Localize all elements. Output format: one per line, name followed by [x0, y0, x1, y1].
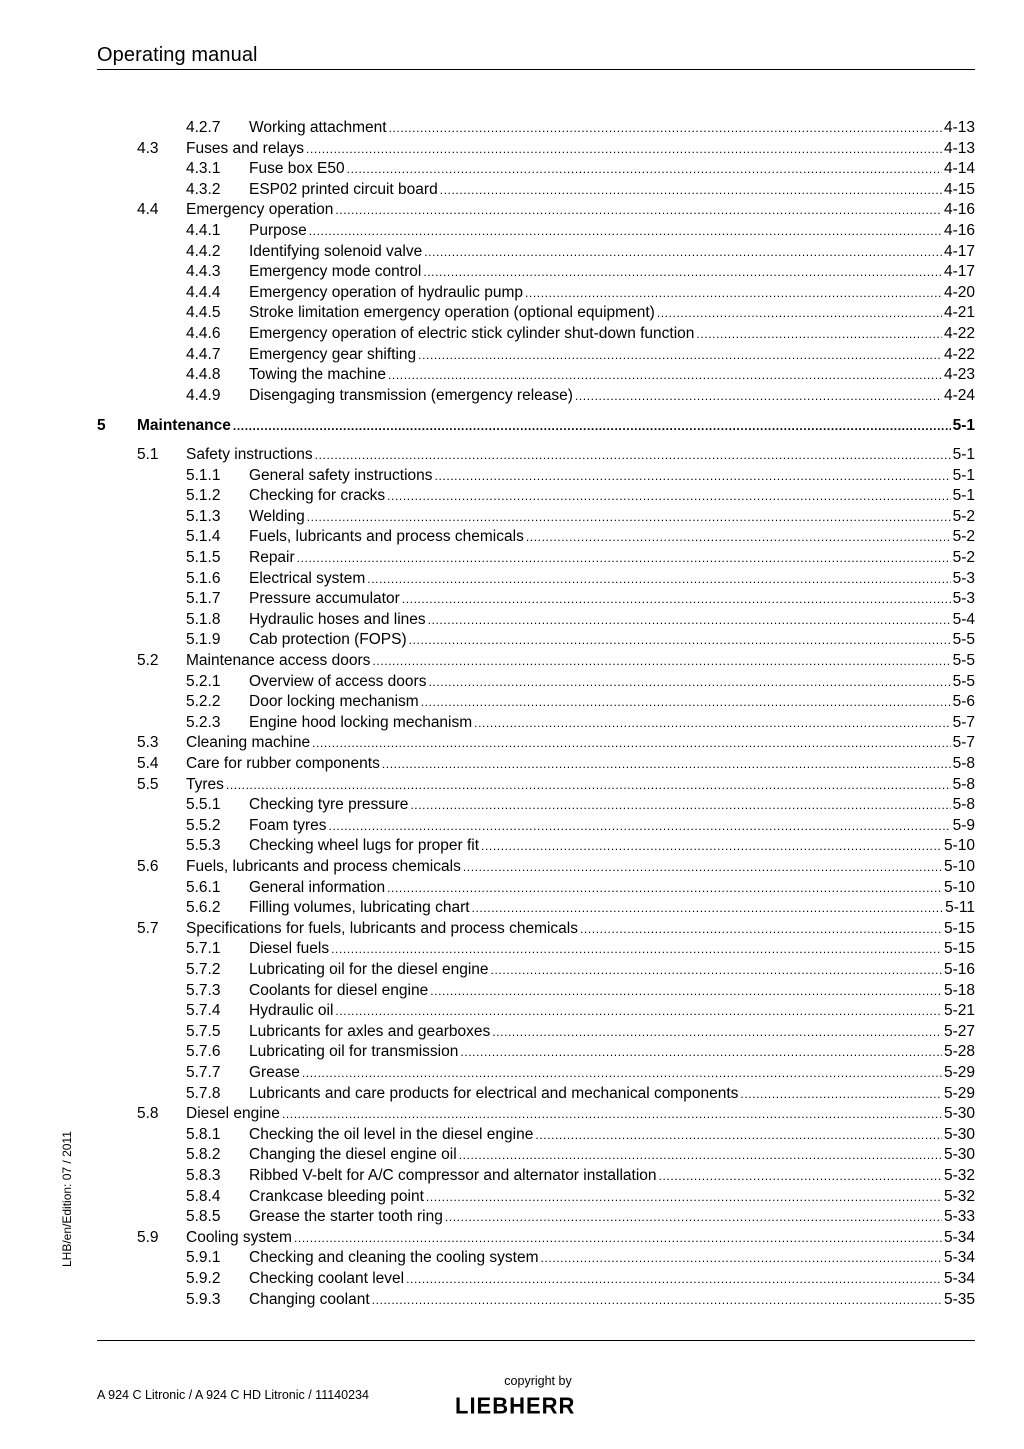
toc-entry[interactable] [137, 1104, 975, 1124]
toc-entry-page: 5-35 [943, 1290, 975, 1308]
toc-entry-number: 5.2.1 [186, 672, 221, 690]
toc-entry-number: 5.8.2 [186, 1146, 221, 1164]
toc-dot-leader [740, 1084, 942, 1104]
toc-dot-leader [430, 981, 942, 1001]
toc-entry[interactable] [186, 795, 975, 815]
toc-dot-leader [387, 486, 950, 506]
toc-entry-title: Maintenance access doors [186, 652, 371, 669]
toc-entry-number: 5.7.7 [186, 1064, 221, 1081]
toc-entry-title: Diesel engine [186, 1105, 280, 1123]
toc-dot-leader [307, 507, 951, 527]
toc-entry-page: 5-29 [943, 1084, 975, 1102]
toc-entry-number: 5.5.3 [186, 837, 221, 855]
toc-dot-leader [472, 898, 944, 918]
toc-entry-number: 5.5 [137, 775, 159, 793]
toc-entry[interactable] [186, 365, 975, 385]
toc-entry-page: 5-15 [943, 919, 975, 937]
toc-entry-page: 5-34 [943, 1270, 975, 1287]
toc-dot-leader [406, 1269, 942, 1289]
toc-dot-leader [657, 303, 942, 323]
toc-entry[interactable] [186, 118, 975, 138]
toc-entry-title: Towing the machine [249, 366, 386, 384]
toc-entry-title: Checking tyre pressure [249, 796, 409, 814]
toc-entry-title: Checking wheel lugs for proper fit [249, 837, 480, 855]
toc-entry-page: 4-23 [943, 366, 975, 384]
toc-dot-leader [331, 939, 942, 959]
toc-entry[interactable] [97, 416, 975, 436]
toc-entry-page: 5-30 [943, 1146, 975, 1164]
toc-entry-title: Grease the starter tooth ring [249, 1208, 443, 1226]
toc-entry-number: 4.4.4 [186, 283, 221, 301]
toc-entry-title: Cab protection (FOPS) [249, 631, 407, 649]
toc-entry-page: 5-32 [943, 1167, 975, 1184]
toc-entry-title: Identifying solenoid valve [249, 242, 423, 260]
toc-entry[interactable] [186, 630, 975, 650]
toc-entry-title: Fuse box E50 [249, 160, 345, 178]
toc-dot-leader [491, 960, 942, 980]
toc-dot-leader [525, 283, 942, 303]
toc-entry[interactable] [186, 939, 975, 959]
toc-entry-title: Checking and cleaning the cooling system [249, 1249, 539, 1267]
toc-dot-leader [315, 445, 951, 465]
toc-entry[interactable] [186, 713, 975, 733]
toc-dot-leader [535, 1125, 942, 1145]
toc-entry[interactable] [186, 692, 975, 712]
toc-entry-page: 5-2 [952, 507, 975, 525]
toc-entry-title: Lubricants for axles and gearboxes [249, 1022, 491, 1040]
toc-dot-leader [312, 733, 951, 753]
toc-entry[interactable] [186, 283, 975, 303]
toc-entry-number: 5.1.8 [186, 610, 221, 628]
toc-entry-page: 5-16 [943, 961, 975, 978]
toc-entry-title: Filling volumes, lubricating chart [249, 899, 470, 917]
toc-entry-number: 4.4.5 [186, 304, 221, 322]
toc-entry-title: Lubricants and care products for electrical and mechanical components [249, 1084, 739, 1102]
toc-dot-leader [463, 857, 942, 877]
toc-entry[interactable] [186, 1248, 975, 1268]
edition-side-note: LHB/en/Edition: 07 / 2011 [60, 1131, 74, 1267]
toc-entry-number: 5.7.1 [186, 940, 221, 958]
toc-entry-title: Pressure accumulator [249, 590, 400, 608]
toc-entry-page: 5-34 [943, 1249, 975, 1267]
toc-dot-leader [474, 713, 950, 733]
toc-entry-number: 5.1.5 [186, 549, 221, 566]
toc-entry-page: 5-2 [952, 549, 975, 566]
toc-dot-leader [335, 200, 942, 220]
toc-entry-page: 4-24 [943, 386, 975, 404]
toc-entry-number: 4.4.2 [186, 242, 221, 260]
toc-entry-page: 5-4 [952, 610, 975, 628]
toc-entry-title: Care for rubber components [186, 755, 380, 772]
toc-dot-leader [575, 386, 942, 406]
toc-dot-leader [382, 754, 951, 774]
toc-entry-page: 4-16 [943, 222, 975, 239]
toc-entry[interactable] [186, 527, 975, 547]
toc-entry-page: 5-3 [952, 569, 975, 587]
toc-entry-title: Door locking mechanism [249, 693, 419, 711]
toc-dot-leader [309, 221, 942, 241]
toc-dot-leader [445, 1207, 942, 1227]
toc-dot-leader [659, 1166, 942, 1186]
toc-entry[interactable] [137, 733, 975, 753]
toc-entry[interactable] [186, 386, 975, 406]
toc-entry-page: 5-7 [952, 713, 975, 731]
toc-entry-number: 4.4.3 [186, 263, 221, 281]
toc-entry-number: 4.4 [137, 201, 159, 219]
toc-entry-page: 5-10 [943, 858, 975, 875]
toc-dot-leader [409, 630, 951, 650]
toc-dot-leader [302, 1063, 942, 1083]
toc-entry-page: 5-30 [943, 1105, 975, 1123]
toc-entry-title: Checking the oil level in the diesel engine [249, 1125, 534, 1143]
toc-entry-title: Lubricating oil for transmission [249, 1043, 459, 1061]
toc-entry-number: 5.4 [137, 755, 159, 772]
toc-entry-number: 5.9.2 [186, 1270, 221, 1287]
toc-entry[interactable] [186, 1269, 975, 1289]
toc-entry-number: 5.1.1 [186, 466, 221, 484]
toc-entry-page: 5-1 [952, 446, 975, 463]
toc-entry-number: 5.2.3 [186, 713, 221, 731]
toc-entry-title: Stroke limitation emergency operation (optional equipment) [249, 304, 655, 322]
toc-entry[interactable] [186, 1187, 975, 1207]
toc-entry-number: 5.7.4 [186, 1002, 221, 1020]
toc-entry-title: Emergency mode control [249, 263, 422, 281]
toc-entry[interactable] [137, 857, 975, 877]
toc-entry-number: 5.5.2 [186, 816, 221, 834]
toc-entry-page: 5-33 [943, 1208, 975, 1226]
toc-dot-leader [387, 878, 942, 898]
toc-entry-number: 5.6.2 [186, 899, 221, 917]
toc-entry-number: 5.7.8 [186, 1084, 221, 1102]
toc-entry-page: 4-13 [943, 119, 975, 136]
toc-entry-title: Coolants for diesel engine [249, 981, 429, 999]
toc-entry-page: 5-34 [943, 1228, 975, 1246]
toc-entry-number: 5.3 [137, 734, 159, 752]
toc-entry[interactable] [186, 878, 975, 898]
toc-entry-number: 5.6 [137, 858, 159, 875]
toc-dot-leader [389, 118, 942, 138]
toc-entry-number: 5.9.3 [186, 1290, 221, 1308]
toc-entry[interactable] [186, 569, 975, 589]
toc-entry-page: 4-17 [943, 242, 975, 260]
toc-entry-title: Diesel fuels [249, 940, 330, 958]
toc-entry-number: 5.2.2 [186, 693, 221, 711]
toc-entry[interactable] [137, 139, 975, 159]
toc-entry-page: 5-30 [943, 1125, 975, 1143]
toc-entry-title: Emergency operation of electric stick cylinder shut-down function [249, 325, 695, 342]
toc-entry-title: Specifications for fuels, lubricants and process chemicals [186, 919, 578, 937]
toc-entry-page: 5-8 [952, 796, 975, 814]
toc-entry-title: Crankcase bleeding point [249, 1187, 424, 1205]
toc-entry-number: 4.4.6 [186, 325, 221, 342]
toc-entry[interactable] [186, 1063, 975, 1083]
liebherr-logo [455, 1392, 575, 1419]
toc-entry-title: Lubricating oil for the diesel engine [249, 961, 489, 978]
toc-dot-leader [282, 1104, 942, 1124]
toc-entry-page: 4-22 [943, 345, 975, 363]
toc-dot-leader [388, 365, 942, 385]
toc-dot-leader [526, 527, 951, 547]
toc-entry-page: 5-5 [952, 652, 975, 669]
toc-entry-number: 5.8.3 [186, 1167, 221, 1184]
toc-entry-page: 5-27 [943, 1022, 975, 1040]
toc-dot-leader [329, 816, 951, 836]
toc-entry[interactable] [186, 1290, 975, 1310]
footer-divider [97, 1340, 975, 1341]
toc-entry-number: 4.3.1 [186, 160, 221, 178]
toc-entry-page: 5-1 [952, 487, 975, 505]
toc-entry-title: Engine hood locking mechanism [249, 713, 473, 731]
toc-entry[interactable] [186, 466, 975, 486]
toc-dot-leader [402, 589, 951, 609]
toc-entry[interactable] [186, 836, 975, 856]
toc-entry-number: 4.2.7 [186, 119, 221, 136]
toc-entry-number: 5.1.9 [186, 631, 221, 649]
toc-entry-page: 5-29 [943, 1064, 975, 1081]
toc-entry[interactable] [186, 960, 975, 980]
toc-entry-number: 5.9 [137, 1228, 159, 1246]
toc-dot-leader [440, 180, 942, 200]
toc-entry-page: 5-1 [952, 417, 975, 435]
toc-entry-page: 5-18 [943, 981, 975, 999]
toc-entry[interactable] [186, 589, 975, 609]
toc-entry-title: General safety instructions [249, 466, 433, 484]
toc-entry-number: 5.1.2 [186, 487, 221, 505]
copyright-text: copyright by [504, 1374, 572, 1388]
toc-entry-title: Repair [249, 549, 295, 566]
toc-entry[interactable] [186, 898, 975, 918]
header-divider [97, 69, 975, 70]
toc-entry-title: Maintenance [137, 417, 231, 435]
toc-entry[interactable] [186, 180, 975, 200]
toc-entry[interactable] [137, 445, 975, 465]
toc-entry-number: 4.3 [137, 139, 159, 157]
toc-entry-title: Emergency operation of hydraulic pump [249, 283, 523, 301]
toc-dot-leader [580, 919, 942, 939]
toc-entry-number: 5.1.3 [186, 507, 221, 525]
toc-entry-number: 5.7.3 [186, 981, 221, 999]
toc-entry[interactable] [186, 345, 975, 365]
toc-entry-title: Purpose [249, 222, 307, 239]
toc-entry-title: Emergency operation [186, 201, 334, 219]
toc-entry-page: 5-32 [943, 1187, 975, 1205]
toc-entry[interactable] [137, 775, 975, 795]
toc-entry-title: Cooling system [186, 1228, 292, 1246]
toc-dot-leader [426, 1187, 942, 1207]
toc-entry[interactable] [186, 1042, 975, 1062]
toc-entry-title: Electrical system [249, 569, 366, 587]
toc-entry-page: 5-28 [943, 1043, 975, 1061]
toc-entry-page: 4-16 [943, 201, 975, 219]
toc-dot-leader [428, 672, 950, 692]
toc-dot-leader [372, 651, 950, 671]
toc-entry-number: 5.2 [137, 652, 159, 669]
toc-entry-page: 5-3 [952, 590, 975, 608]
toc-entry-number: 5.8 [137, 1105, 159, 1123]
toc-entry-page: 4-17 [943, 263, 975, 281]
toc-entry-page: 5-8 [952, 755, 975, 772]
toc-entry-number: 4.4.9 [186, 386, 221, 404]
toc-entry-number: 5.8.1 [186, 1125, 221, 1143]
toc-entry[interactable] [137, 919, 975, 939]
toc-entry-page: 5-15 [943, 940, 975, 958]
toc-dot-leader [335, 1001, 942, 1021]
toc-entry[interactable] [186, 262, 975, 282]
toc-dot-leader [306, 139, 942, 159]
toc-entry-number: 5.7 [137, 919, 159, 937]
toc-entry-title: Changing coolant [249, 1290, 370, 1308]
toc-entry-number: 5.5.1 [186, 796, 221, 814]
toc-entry-number: 5.1.7 [186, 590, 221, 608]
toc-entry[interactable] [186, 1001, 975, 1021]
toc-entry[interactable] [186, 242, 975, 262]
toc-entry-number: 5.7.6 [186, 1043, 221, 1061]
toc-entry-page: 4-14 [943, 160, 975, 178]
toc-entry[interactable] [137, 651, 975, 671]
toc-entry-number: 5.1.6 [186, 569, 221, 587]
toc-entry[interactable] [186, 610, 975, 630]
toc-entry-title: Grease [249, 1064, 300, 1081]
toc-entry-number: 4.3.2 [186, 180, 221, 198]
toc-entry[interactable] [186, 1166, 975, 1186]
toc-entry-title: Fuses and relays [186, 139, 305, 157]
toc-entry-page: 5-8 [952, 775, 975, 793]
toc-entry-number: 4.4.7 [186, 345, 221, 363]
toc-entry-title: General information [249, 878, 386, 896]
toc-entry-number: 4.4.8 [186, 366, 221, 384]
toc-entry-page: 4-15 [943, 180, 975, 198]
page-header-title: Operating manual [97, 44, 258, 66]
toc-entry[interactable] [137, 754, 975, 774]
toc-entry-number: 5 [97, 417, 106, 435]
toc-entry-number: 5.7.2 [186, 961, 221, 978]
toc-entry[interactable] [186, 324, 975, 344]
toc-dot-leader [233, 416, 951, 436]
toc-entry[interactable] [186, 303, 975, 323]
footer-model-text: A 924 C Litronic / A 924 C HD Litronic / 11140234 [97, 1388, 369, 1402]
toc-entry-number: 5.8.4 [186, 1187, 221, 1205]
toc-entry-page: 5-2 [952, 528, 975, 546]
toc-entry-number: 5.9.1 [186, 1249, 221, 1267]
toc-entry-page: 5-11 [945, 899, 975, 917]
toc-entry-page: 5-21 [943, 1002, 975, 1020]
toc-dot-leader [418, 345, 942, 365]
toc-entry[interactable] [186, 1145, 975, 1165]
toc-entry[interactable] [186, 981, 975, 1001]
toc-entry-page: 4-20 [943, 283, 975, 301]
toc-dot-leader [294, 1228, 942, 1248]
toc-dot-leader [435, 466, 951, 486]
toc-entry-title: Fuels, lubricants and process chemicals [186, 858, 461, 875]
toc-dot-leader [421, 692, 951, 712]
toc-entry-number: 5.6.1 [186, 878, 221, 896]
toc-entry[interactable] [186, 672, 975, 692]
toc-entry[interactable] [186, 1084, 975, 1104]
toc-entry-page: 5-10 [943, 837, 975, 855]
toc-entry-page: 5-5 [952, 631, 975, 649]
toc-entry-title: Checking coolant level [249, 1270, 405, 1287]
toc-entry-title: Working attachment [249, 119, 387, 136]
toc-dot-leader [347, 159, 942, 179]
toc-entry[interactable] [186, 486, 975, 506]
toc-entry-title: ESP02 printed circuit board [249, 180, 438, 198]
logo-text: LIEBHERR [455, 1392, 576, 1419]
toc-entry-page: 4-13 [943, 139, 975, 157]
toc-entry[interactable] [186, 159, 975, 179]
toc-dot-leader [481, 836, 942, 856]
toc-dot-leader [696, 324, 942, 344]
toc-entry-page: 5-1 [952, 466, 975, 484]
toc-dot-leader [541, 1248, 942, 1268]
toc-entry-number: 5.8.5 [186, 1208, 221, 1226]
toc-entry-number: 5.1.4 [186, 528, 221, 546]
toc-entry[interactable] [186, 1125, 975, 1145]
toc-entry-title: Checking for cracks [249, 487, 386, 505]
toc-entry-title: Disengaging transmission (emergency release) [249, 386, 573, 404]
toc-entry[interactable] [186, 1207, 975, 1227]
toc-dot-leader [410, 795, 950, 815]
toc-dot-leader [367, 569, 950, 589]
toc-entry-page: 5-7 [952, 734, 975, 752]
toc-entry-page: 5-9 [952, 816, 975, 834]
toc-entry[interactable] [186, 507, 975, 527]
toc-entry-number: 4.4.1 [186, 222, 221, 239]
toc-dot-leader [226, 775, 951, 795]
toc-entry-title: Hydraulic oil [249, 1002, 334, 1020]
toc-entry-number: 5.7.5 [186, 1022, 221, 1040]
toc-entry-title: Cleaning machine [186, 734, 311, 752]
toc-entry[interactable] [137, 1228, 975, 1248]
toc-dot-leader [460, 1042, 942, 1062]
toc-dot-leader [424, 242, 942, 262]
toc-entry-page: 4-22 [943, 325, 975, 342]
toc-entry-title: Overview of access doors [249, 672, 427, 690]
toc-entry-title: Fuels, lubricants and process chemicals [249, 528, 524, 546]
toc-dot-leader [428, 610, 951, 630]
toc-entry-title: Hydraulic hoses and lines [249, 610, 426, 628]
toc-entry-title: Changing the diesel engine oil [249, 1146, 457, 1164]
toc-entry-page: 4-21 [943, 304, 975, 322]
toc-dot-leader [297, 548, 951, 568]
toc-entry[interactable] [186, 221, 975, 241]
toc-entry-title: Welding [249, 507, 305, 525]
toc-dot-leader [372, 1290, 942, 1310]
toc-entry[interactable] [186, 1022, 975, 1042]
toc-entry[interactable] [186, 816, 975, 836]
toc-entry[interactable] [186, 548, 975, 568]
toc-dot-leader [423, 262, 942, 282]
toc-entry-page: 5-10 [943, 878, 975, 896]
toc-entry-number: 5.1 [137, 446, 159, 463]
toc-entry-page: 5-6 [952, 693, 975, 711]
toc-entry-title: Foam tyres [249, 816, 327, 834]
toc-entry-title: Tyres [186, 775, 224, 793]
toc-dot-leader [492, 1022, 942, 1042]
toc-entry[interactable] [137, 200, 975, 220]
toc-entry-title: Safety instructions [186, 446, 313, 463]
toc-entry-title: Ribbed V-belt for A/C compressor and alternator installation [249, 1167, 657, 1184]
toc-entry-title: Emergency gear shifting [249, 345, 417, 363]
toc-dot-leader [459, 1145, 942, 1165]
toc-entry-page: 5-5 [952, 672, 975, 690]
